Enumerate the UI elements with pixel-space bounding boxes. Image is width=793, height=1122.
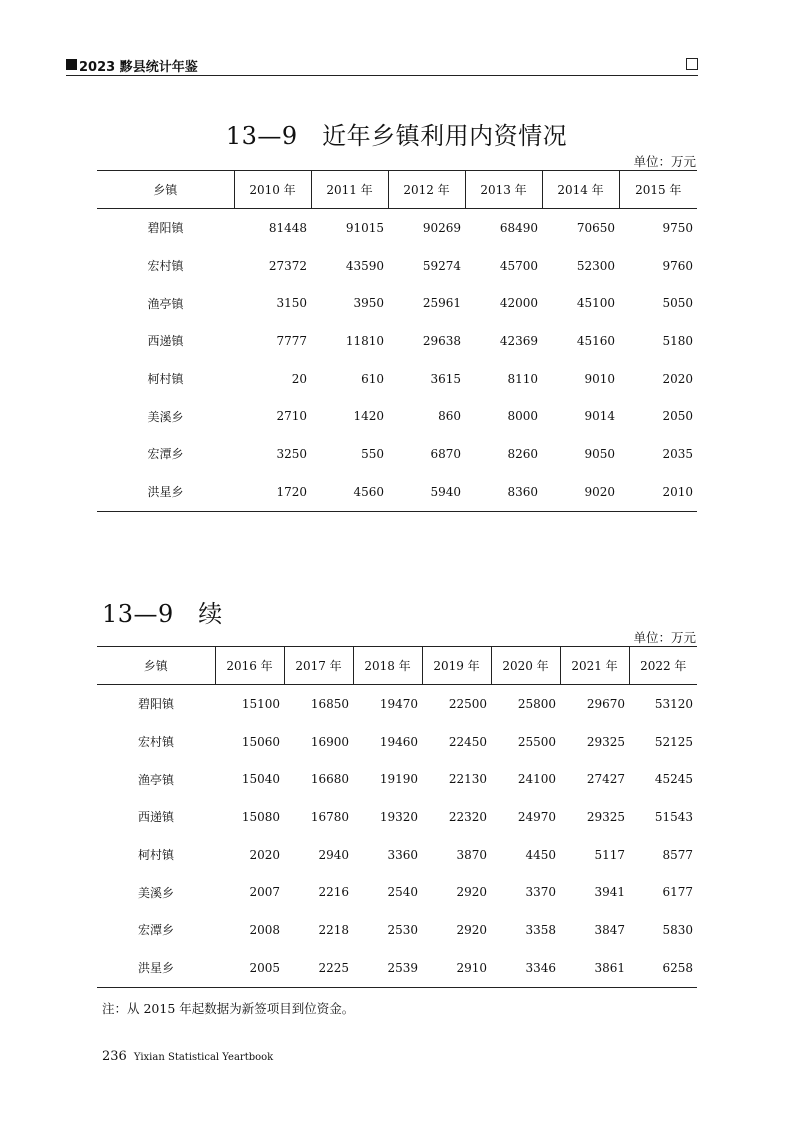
table2-value-cell: 25500 <box>517 734 556 749</box>
table1-value-cell: 8360 <box>465 473 542 511</box>
table1-col-header: 2015 年 <box>619 171 697 209</box>
table1-col-header: 2013 年 <box>465 171 542 209</box>
table1-value-cell: 7777 <box>276 333 307 348</box>
table2-value-cell: 15080 <box>241 809 280 824</box>
table2-value-cell: 22320 <box>448 809 487 824</box>
table2-col-header: 2017 年 <box>284 647 353 685</box>
table2-col-header: 2018 年 <box>353 647 422 685</box>
table1-col-header: 2014 年 <box>542 171 619 209</box>
table2-col-header: 2019 年 <box>422 647 491 685</box>
table2-value-cell: 22500 <box>448 696 487 711</box>
table2-value-cell: 5830 <box>662 922 693 937</box>
table2-value-cell: 19320 <box>379 809 418 824</box>
table1-value-cell: 27372 <box>268 258 307 273</box>
table1-value-cell: 59274 <box>422 258 461 273</box>
table1-value-cell: 610 <box>361 371 384 386</box>
table2-value-cell: 19460 <box>379 734 418 749</box>
table2-value-cell: 15100 <box>241 696 280 711</box>
table2-col-header: 2021 年 <box>560 647 629 685</box>
table2-value-cell: 2540 <box>387 885 418 900</box>
table1-value-cell: 5050 <box>662 296 693 311</box>
table1-title: 13—9 近年乡镇利用内资情况 <box>225 122 568 150</box>
table2-value-cell: 3358 <box>525 922 556 937</box>
table1-value-cell: 3150 <box>276 296 307 311</box>
table2-value-cell: 19470 <box>379 696 418 711</box>
running-header-title: 2023 黟县统计年鉴 <box>79 60 198 75</box>
table1-value-cell: 8000 <box>507 409 538 424</box>
table2-value-cell: 52125 <box>654 734 693 749</box>
table1-value-cell: 43590 <box>345 258 384 273</box>
table1-value-cell: 4560 <box>311 473 388 511</box>
table1-value-cell: 42000 <box>499 296 538 311</box>
table2-value-cell: 2940 <box>318 847 349 862</box>
table2-value-cell: 29325 <box>586 809 625 824</box>
table1-row <box>97 209 697 247</box>
table2-value-cell: 2216 <box>318 885 349 900</box>
table2-value-cell: 3346 <box>491 949 560 987</box>
table1-value-cell: 52300 <box>576 258 615 273</box>
table1-value-cell: 90269 <box>422 220 461 235</box>
table2-value-cell: 3370 <box>525 885 556 900</box>
table1-row <box>97 397 697 435</box>
table1-value-cell: 25961 <box>422 296 461 311</box>
table2-row <box>97 911 697 949</box>
table2-town-cell: 美溪乡 <box>137 885 174 900</box>
table2-col-header: 2016 年 <box>215 647 284 685</box>
table1-town-cell: 洪星乡 <box>97 473 234 511</box>
table1-value-cell: 9014 <box>584 409 615 424</box>
table2-value-cell: 5117 <box>594 847 625 862</box>
table1-value-cell: 2035 <box>662 446 693 461</box>
table1-row <box>97 360 697 398</box>
table2-value-cell: 2539 <box>353 949 422 987</box>
table2-town-cell: 碧阳镇 <box>137 697 174 712</box>
table1-value-cell: 45700 <box>499 258 538 273</box>
table2-value-cell: 2225 <box>284 949 353 987</box>
table1-value-cell: 29638 <box>422 333 461 348</box>
table1-value-cell: 3615 <box>430 371 461 386</box>
table2-value-cell: 15040 <box>241 772 280 787</box>
table2-town-cell: 洪星乡 <box>97 949 215 987</box>
table1-town-cell: 西递镇 <box>147 334 184 349</box>
table1-value-cell: 550 <box>361 446 384 461</box>
table2-body <box>97 685 697 988</box>
table-note: 注：从 2015 年起数据为新签项目到位资金。 <box>102 1001 355 1016</box>
table2-value-cell: 8577 <box>662 847 693 862</box>
table2-value-cell: 27427 <box>586 772 625 787</box>
table1-value-cell: 11810 <box>345 333 384 348</box>
table1-row <box>97 322 697 360</box>
table2-value-cell: 4450 <box>525 847 556 862</box>
table1-row <box>97 247 697 285</box>
table2-row <box>97 873 697 911</box>
table2-value-cell: 6177 <box>662 885 693 900</box>
table2-header-row <box>97 647 697 685</box>
table2-value-cell: 3870 <box>456 847 487 862</box>
table2-value-cell: 3941 <box>594 885 625 900</box>
table2-town-cell: 渔亭镇 <box>137 772 174 787</box>
table2-town-cell: 柯村镇 <box>137 848 174 863</box>
table2-value-cell: 29670 <box>586 696 625 711</box>
table2-value-cell: 2218 <box>318 922 349 937</box>
table1-row <box>97 435 697 473</box>
page-number: 236 <box>102 1049 127 1064</box>
table1-unit: 单位：万元 <box>633 154 696 169</box>
table1-value-cell: 9750 <box>662 220 693 235</box>
table2-value-cell: 6258 <box>629 949 697 987</box>
table1-col-header: 2010 年 <box>234 171 311 209</box>
table2-row <box>97 723 697 761</box>
table1-value-cell: 9760 <box>662 258 693 273</box>
table1-value-cell: 5940 <box>388 473 465 511</box>
table1-value-cell: 9050 <box>584 446 615 461</box>
table2-value-cell: 24100 <box>517 772 556 787</box>
table1-value-cell: 68490 <box>499 220 538 235</box>
table2-value-cell: 3861 <box>560 949 629 987</box>
table1-value-cell: 1420 <box>353 409 384 424</box>
table2-town-cell: 宏村镇 <box>137 735 174 750</box>
table2-row <box>97 760 697 798</box>
table1-value-cell: 70650 <box>576 220 615 235</box>
table2-value-cell: 22450 <box>448 734 487 749</box>
table2-value-cell: 16850 <box>310 696 349 711</box>
table2-value-cell: 2910 <box>422 949 491 987</box>
table2-value-cell: 51543 <box>654 809 693 824</box>
table2-value-cell: 2020 <box>249 847 280 862</box>
table1-value-cell: 3250 <box>276 446 307 461</box>
table2-value-cell: 16680 <box>310 772 349 787</box>
table1-value-cell: 2050 <box>662 409 693 424</box>
header-box-icon <box>686 58 698 70</box>
table2-value-cell: 2005 <box>215 949 284 987</box>
table2-value-cell: 19190 <box>379 772 418 787</box>
table1-value-cell: 45100 <box>576 296 615 311</box>
table2-value-cell: 2008 <box>249 922 280 937</box>
table1-town-cell: 宏村镇 <box>147 259 184 274</box>
table1 <box>97 170 697 512</box>
table2-value-cell: 2920 <box>456 922 487 937</box>
header-square-mark <box>66 59 77 70</box>
table2-title: 13—9 续 <box>102 600 223 628</box>
table1-town-cell: 宏潭乡 <box>147 447 184 462</box>
table2-row <box>97 685 697 723</box>
table2-unit: 单位：万元 <box>633 630 696 645</box>
table1-value-cell: 8110 <box>507 371 538 386</box>
table1-col-header: 2011 年 <box>311 171 388 209</box>
footer-book-name: Yixian Statistical Yeartbook <box>133 1052 274 1063</box>
table2-value-cell: 2920 <box>456 885 487 900</box>
table1-town-cell: 碧阳镇 <box>147 221 184 236</box>
table1-value-cell: 2010 <box>619 473 697 511</box>
table2-value-cell: 53120 <box>654 696 693 711</box>
table2-value-cell: 15060 <box>241 734 280 749</box>
table2-value-cell: 3360 <box>387 847 418 862</box>
table1-town-cell: 柯村镇 <box>147 372 184 387</box>
page-footer <box>102 1045 273 1064</box>
table1-row <box>97 473 697 511</box>
table1-value-cell: 45160 <box>576 333 615 348</box>
table1-town-cell: 渔亭镇 <box>147 296 184 311</box>
table1-value-cell: 6870 <box>430 446 461 461</box>
table1-value-cell: 9010 <box>584 371 615 386</box>
table2-value-cell: 24970 <box>517 809 556 824</box>
table2-value-cell: 22130 <box>448 772 487 787</box>
table1-value-cell: 91015 <box>345 220 384 235</box>
table2-row <box>97 798 697 836</box>
table1-value-cell: 2020 <box>662 371 693 386</box>
table1-value-cell: 1720 <box>234 473 311 511</box>
table1-value-cell: 81448 <box>268 220 307 235</box>
table1-value-cell: 9020 <box>542 473 619 511</box>
table2-value-cell: 2530 <box>387 922 418 937</box>
table2 <box>97 646 697 988</box>
table1-value-cell: 860 <box>438 409 461 424</box>
table1-header-row <box>97 171 697 209</box>
table2-col-header: 2020 年 <box>491 647 560 685</box>
table1-value-cell: 5180 <box>662 333 693 348</box>
table2-value-cell: 45245 <box>654 772 693 787</box>
table1-col-header: 乡镇 <box>97 171 234 209</box>
table1-value-cell: 2710 <box>276 409 307 424</box>
table1-row <box>97 284 697 322</box>
table2-value-cell: 16780 <box>310 809 349 824</box>
table1-value-cell: 20 <box>291 371 307 386</box>
table2-value-cell: 16900 <box>310 734 349 749</box>
table1-body <box>97 209 697 512</box>
table1-value-cell: 42369 <box>499 333 538 348</box>
running-header <box>66 55 698 76</box>
table2-town-cell: 西递镇 <box>137 810 174 825</box>
table2-town-cell: 宏潭乡 <box>137 923 174 938</box>
table2-value-cell: 29325 <box>586 734 625 749</box>
table2-value-cell: 3847 <box>594 922 625 937</box>
table1-town-cell: 美溪乡 <box>147 409 184 424</box>
table2-row <box>97 836 697 874</box>
table1-value-cell: 3950 <box>353 296 384 311</box>
table2-col-header: 2022 年 <box>629 647 697 685</box>
table2-col-header: 乡镇 <box>97 647 215 685</box>
table1-value-cell: 8260 <box>507 446 538 461</box>
table1-col-header: 2012 年 <box>388 171 465 209</box>
table2-row <box>97 949 697 987</box>
table2-value-cell: 25800 <box>517 696 556 711</box>
table2-value-cell: 2007 <box>249 885 280 900</box>
